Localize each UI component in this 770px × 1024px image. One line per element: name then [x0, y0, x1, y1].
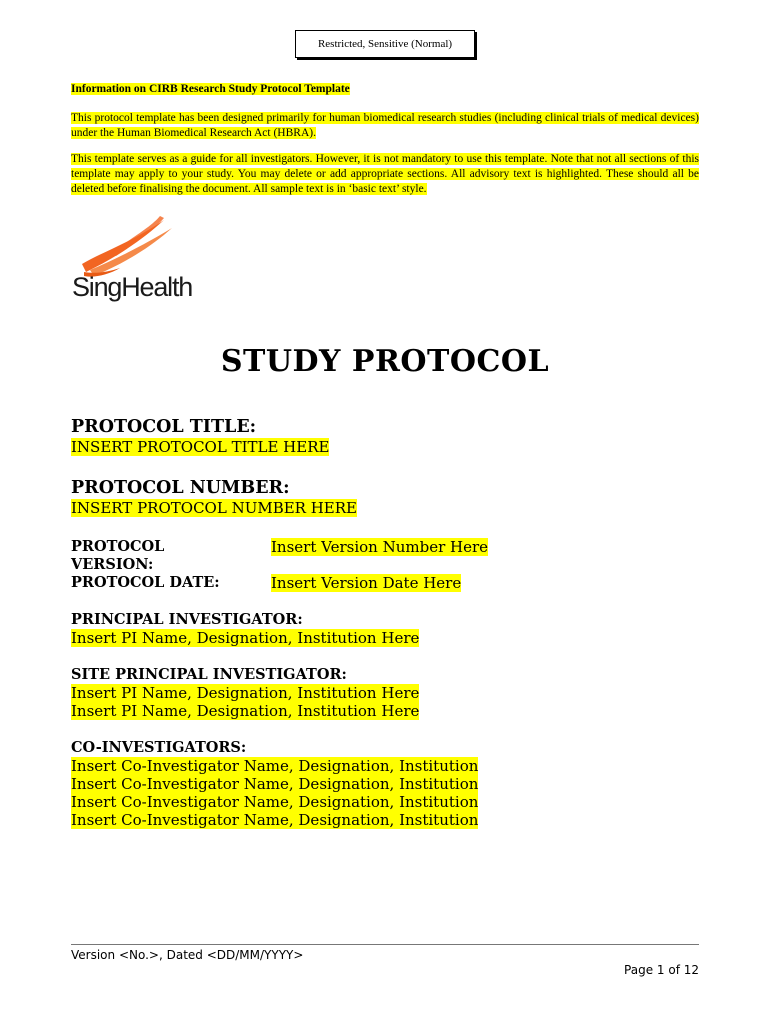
- protocol-title-label: PROTOCOL TITLE:: [71, 417, 257, 437]
- classification-label: [295, 30, 475, 58]
- pi-section: [71, 611, 419, 647]
- protocol-date-value-wrap: [271, 574, 461, 592]
- pi-value: Insert PI Name, Designation, Institution Here: [71, 629, 420, 647]
- protocol-title-value: INSERT PROTOCOL TITLE HERE: [71, 438, 330, 456]
- document-title: STUDY PROTOCOL: [220, 344, 550, 379]
- advisory-info-block: [71, 82, 699, 208]
- co-investigator-value-4: Insert Co-Investigator Name, Designation, Institution: [71, 811, 479, 829]
- protocol-number-section: [71, 477, 357, 517]
- co-investigator-value-1: Insert Co-Investigator Name, Designation, Institution: [71, 757, 479, 775]
- site-pi-label: SITE PRINCIPAL INVESTIGATOR:: [71, 666, 347, 683]
- protocol-number-label: PROTOCOL NUMBER:: [71, 478, 290, 498]
- site-pi-value-1: Insert PI Name, Designation, Institution Here: [71, 684, 420, 702]
- classification-text: Restricted, Sensitive (Normal): [317, 38, 453, 50]
- footer-version: Version <No.>, Dated <DD/MM/YYYY>: [71, 948, 304, 962]
- protocol-version-label-line2: VERSION:: [71, 556, 154, 573]
- singhealth-logo: [72, 212, 202, 312]
- co-investigators-label: CO-INVESTIGATORS:: [71, 739, 247, 756]
- co-investigators-section: [71, 739, 478, 829]
- info-paragraph-1: This protocol template has been designed primarily for human biomedical research studies (including clinical trials of medical devices) under the Human Biomedical Research Act (HBRA).: [71, 112, 699, 139]
- site-pi-section: [71, 666, 419, 720]
- info-heading: Information on CIRB Research Study Protocol Template: [71, 83, 350, 95]
- site-pi-value-2: Insert PI Name, Designation, Institution Here: [71, 702, 420, 720]
- protocol-version-value-wrap: [271, 538, 488, 556]
- protocol-version-section: [71, 538, 220, 592]
- protocol-version-label-line1: PROTOCOL: [71, 538, 165, 555]
- logo-wordmark: SingHealth: [72, 272, 193, 302]
- protocol-title-section: [71, 416, 329, 456]
- protocol-version-value: Insert Version Number Here: [271, 538, 489, 556]
- protocol-date-label: PROTOCOL DATE:: [71, 574, 220, 591]
- footer-page-number: Page 1 of 12: [624, 963, 699, 977]
- protocol-date-value: Insert Version Date Here: [271, 574, 462, 592]
- pi-label: PRINCIPAL INVESTIGATOR:: [71, 611, 303, 628]
- info-paragraph-2: This template serves as a guide for all investigators. However, it is not mandatory to use this template. Note that not all sections of this template may apply to your study. You may delete or add appropriate sections. All advisory text is highlighted. These should all be deleted before finalising the document. All sample text is in ‘basic text’ style.: [71, 153, 699, 195]
- co-investigator-value-3: Insert Co-Investigator Name, Designation, Institution: [71, 793, 479, 811]
- footer-divider: [71, 944, 699, 945]
- co-investigator-value-2: Insert Co-Investigator Name, Designation, Institution: [71, 775, 479, 793]
- protocol-number-value: INSERT PROTOCOL NUMBER HERE: [71, 499, 358, 517]
